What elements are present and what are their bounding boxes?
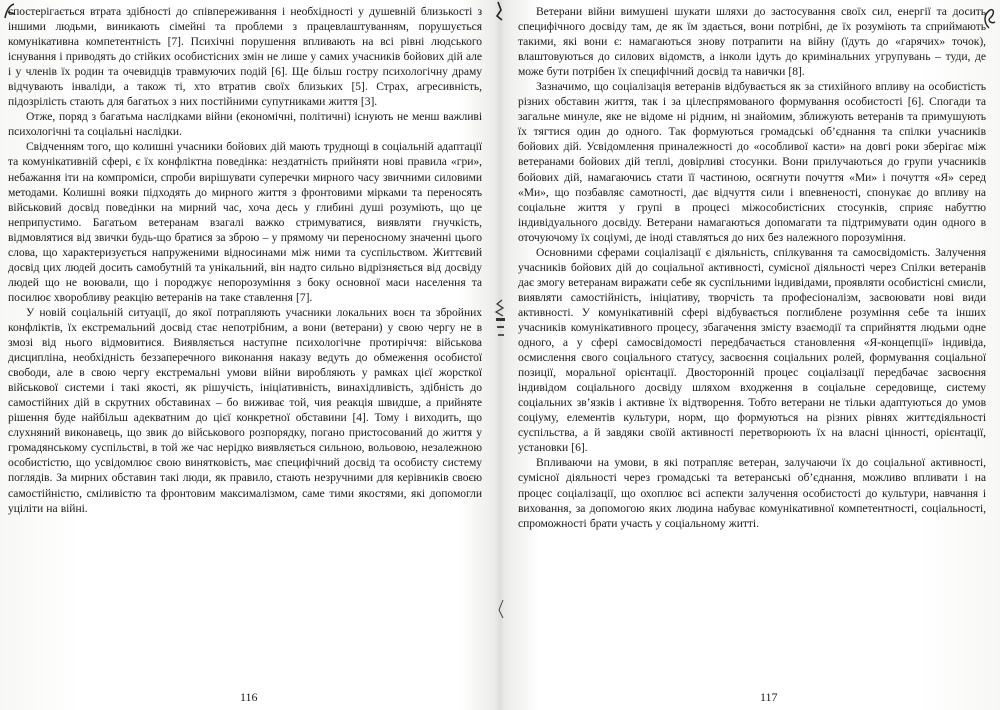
right-paragraph-4: Впливаючи на умови, в які потрапляє ветеран, залучаючи їх до соціальної активності, сумісної діяльності через громадські та ветеранські об’єднання, можливо впливати і на процес соціалізації, що охоплює всі аспекти залучення особистості до культури, навчання і виховання, за допомогою яких людина набуває комунікативної компетентності, соціальності, спроможності брати участь у соціальному житті. [518,456,986,530]
right-paragraph-3: Основними сферами соціалізації є діяльність, спілкування та самосвідомість. Залучення учасників бойових дій до соціальної активності, сумісної діяльності через Спілки ветеранів дає змогу ветеранам виражати себе як суспільними індивідами, проявляти особистісні смисли, виявляти самостійність, ініціативу, творчість та професіоналізм, засвоювати нові види активності. У комунікативній сфері відбувається поглиблене розуміння себе та інших учасників комунікативного процесу, збагачення змісту взаємодії та сприйняття людьми одне одного, а у сфері самосвідомості передбачається становлення «Я-концепції» індивіда, осмислення свого соціального статусу, засвоєння соціальних ролей, формування соціальної позиції, моральної орієнтації. Двосторонній процес соціалізації передбачає засвоєння індивідом соціального досвіду шляхом входження в соціальне середовище, систему соціальних зв’язків і активне їх відтворення. Тобто ветерани не тільки адаптуються до умов соціуму, елементів культури, норм, що формуються на різних рівнях життєдіяльності суспільства, а й завдяки своїй активності перетворюють їх на власні цінності, орієнтації, установки [6]. [518,245,986,455]
right-paragraph-2: Зазначимо, що соціалізація ветеранів відбувається як за стихійного впливу на особистість різних обставин життя, так і за цілеспрямованого формування особистості [6]. Спогади та загальне минуле, яке не відоме ні рідним, ні знайомим, зближують ветеранів та примушують їх тягтися один до одного. Так формуються громадські об’єднання та спілки учасників бойових дій. Усвідомлення приналежності до «особливої касти» на довгі роки зберігає між ветеранами бойових дій теплі, довірливі стосунки. Вони прилучаються до групи учасників бойових дій, намагаючись стати її частиною, осягнути почуття «Ми» і почуття «Я» серед «Ми», що позбавляє самотності, дає відчуття сили і впевненості, спонукає до впливу на соціальне життя у групі в процесі міжособистісних стосунків, сприяє набуттю індивідуального досвіду. Ветерани намагаються допомагати та підтримувати один одного в оточуючому їх соціумі, де іноді ставляться до них без належного порозуміння. [518,80,986,244]
right-page [518,4,986,710]
left-paragraph-1: спостерігається втрата здібності до співпереживання і необхідності у душевній близькості з іншими людьми, виникають сімейні та проблеми з працевлаштуванням, порушується комунікативна компетентність [7]. Психічні порушення впливають на всі рівні людського існування і приводять до стійких особистісних змін не лише у самих учасників бойових дій але і у членів їх родин та очевидців травмуючих подій [6]. Ще більш гостру психологічну драму відчувають інваліди, а також ті, хто втратив своїх близьких [5]. Страх, агресивність, підозрілість стають для багатьох з них постійними супутниками життя [3]. [8,5,482,109]
corner-pen-mark-left [2,2,18,20]
corner-pen-mark-right [980,6,998,30]
right-paragraph-1: Ветерани війни вимушені шукати шляхи до застосування своїх сил, енергії та досить специфічного досвіду там, де як їм здається, вони потрібні, де їх розуміють та сприймають такими, які вони є: намагаються знову потрапити на війну (їдуть до «гарячих» точок), влаштовуються до силових відомств, а інколи ідуть до кримінальних угрупувань – туди, де може бути потрібен їх специфічний досвід та навички [8]. [518,5,986,79]
left-paragraph-3: Свідченням того, що колишні учасники бойових дій мають труднощі в соціальній адаптації та комунікативній сфері, є їх конфліктна поведінка: нездатність прийняти нові правила «гри», небажання іти на компроміси, спроби вирішувати суперечки мирного часу звичними силовими методами. Колишні вояки підходять до мирного життя з фронтовими мірками та переносять військовий досвід поведінки на мирний час, хоча десь у глибині душі розуміють, що це неприпустимо. Багатьом ветеранам взагалі важко стримуватися, виявляти гнучкість, відмовлятися від звички будь-що братися за зброю – у прямому чи переносному значенні цього слова, що характеризується напруженими відносинами між ними та суспільством. Життєвий досвід цих людей досить самобутній та унікальний, він надто сильно відрізняється від досвіду людей що не воювали, що і породжує непорозуміння з боку основної маси населення та посилює хворобливу реакцію ветеранів на таке ставлення [7]. [8,140,482,304]
left-paragraph-2: Отже, поряд з багатьма наслідками війни (економічні, політичні) існують не менш важливі психологічні та соціальні наслідки. [8,110,482,139]
left-paragraph-4: У новій соціальній ситуації, до якої потрапляють учасники локальних воєн та збройних конфліктів, їх екстремальний досвід стає непотрібним, а вони (ветерани) у свою чергу не в змозі від нього відмовитися. Виявляється наступне психологічне протиріччя: військова дисципліна, необхідність беззаперечного виконання наказу ведуть до обмеження особистої свободи, але в свою чергу екстремальні умови війни виробляють у рамках цієї жорсткої військової системи і такі якості, як рішучість, ініціативність, винахідливість, здібність до самостійних дій в скрутних обставинах – бо виживає той, чия реакція швидше, а прийняте рішення буде найбільш адекватним до цієї конкретної обставини [4]. Тому і виходить, що слухняний виконавець, що звик до військового розпорядку, погано пристосований до життя у громадянському суспільстві, в той же час нерідко виявляється сильною, вольовою, незалежною особистістю, що усвідомлює свою винятковість, має специфічний досвід та особисту систему поглядів. За мирних обставин такі люди, як правило, стають незручними для керівників своєю самостійністю, сміливістю та фронтовим максималізмом, саме тими якостями, які допомогли уціліти на війні. [8,305,482,515]
left-page [8,4,482,710]
right-page-number: 117 [760,690,778,704]
left-page-number: 116 [240,690,258,704]
binding-gutter-mark [489,0,511,710]
